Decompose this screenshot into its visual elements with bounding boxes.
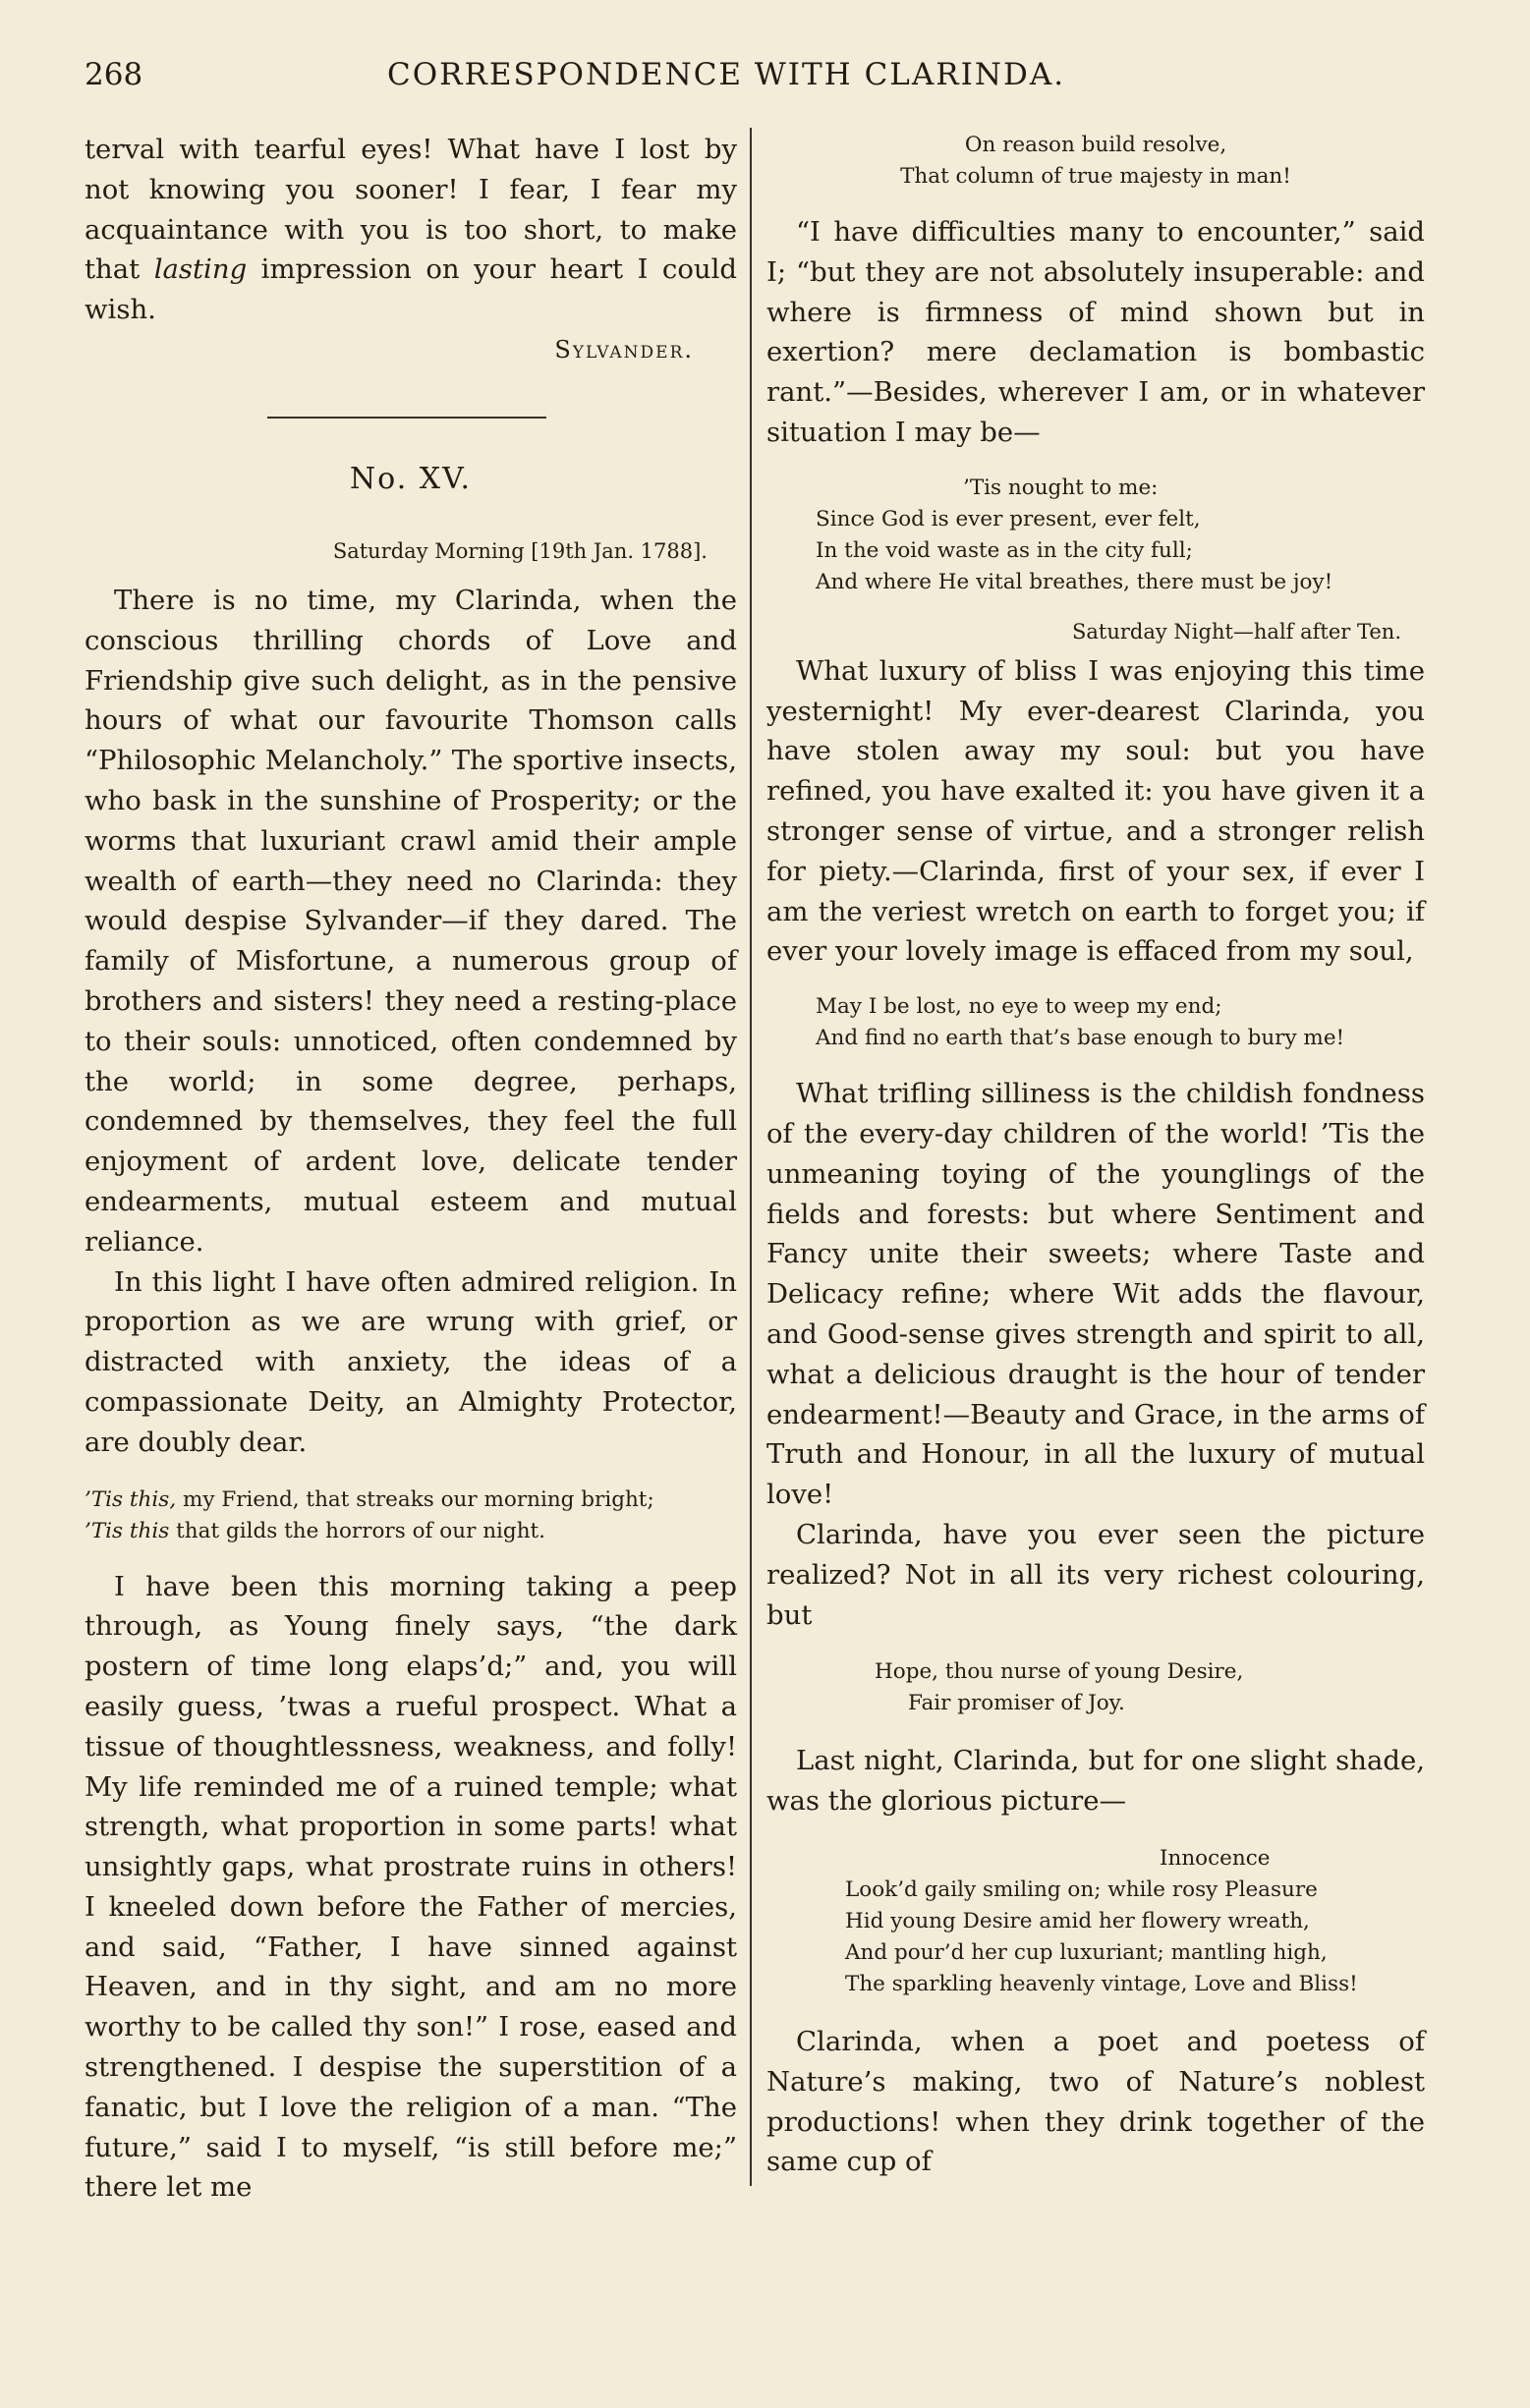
verse-line: Hid young Desire amid her flowery wreath,: [845, 1908, 1310, 1933]
paragraph: What luxury of bliss I was enjoying this time yesternight! My ever-dearest Clarinda, you have stolen away my soul: but you have refined, you have exalted it: you have given it a stronger sense of virtue, and a stronger relish for piety.—Clarinda, first of your sex, if ever I am the veriest wretch on earth to forget you; if ever your lovely image is effaced from my soul,: [766, 654, 1425, 968]
verse-quote: [85, 1484, 737, 1547]
column-divider: [750, 128, 752, 2186]
verse-line: [85, 1484, 737, 1516]
page-header: [85, 57, 1445, 106]
paragraph-text: impression on your heart I could wish.: [85, 253, 738, 326]
emphasis-text: ’Tis this,: [85, 1486, 177, 1512]
signature: Sylvander.: [554, 335, 694, 364]
paragraph: I have been this morning taking a peep through, as Young finely says, “the dark postern of time long elaps’d;” and, you will easily guess, ’twas a rueful prospect. What a tissue of thoughtlessness, weakness, and folly! My life reminded me of a ruined temple; what strength, what proportion in some parts! what unsightly gaps, what prostrate ruins in others! I kneeled down before the Father of mercies, and said, “Father, I have sinned against Heaven, and in thy sight, and am no more worthy to be called thy son!” I rose, eased and strengthened. I despise the superstition of a fanatic, but I love the religion of a man. “The future,” said I to myself, “is still before me;” there let me: [85, 1570, 737, 2204]
page-number: 268: [85, 57, 143, 92]
verse-line: Look’d gaily smiling on; while rosy Pleasure: [845, 1876, 1318, 1902]
letter-heading: No. XV.: [349, 461, 473, 496]
verse-quote: [816, 991, 1425, 1054]
left-column: [85, 130, 737, 2208]
verse-line: Innocence: [1160, 1845, 1271, 1871]
verse-line: And where He vital breathes, there must be joy!: [816, 569, 1333, 594]
verse-line: Since God is ever present, ever felt,: [816, 506, 1201, 532]
paragraph: Clarinda, when a poet and poetess of Nature’s making, two of Nature’s noblest productions! when they drink together of the same cup of: [766, 2025, 1425, 2178]
verse-quote: [816, 473, 1425, 598]
right-column: [766, 130, 1425, 2182]
verse-line: [85, 1516, 737, 1547]
verse-line: ’Tis nought to me:: [963, 475, 1159, 500]
paragraph: Clarinda, have you ever seen the picture realized? Not in all its very richest colouring, but: [766, 1518, 1425, 1631]
verse-line: And pour’d her cup luxuriant; mantling high,: [845, 1939, 1328, 1965]
verse-line: In the void waste as in the city full;: [816, 537, 1193, 563]
emphasis-text: ’Tis this: [85, 1518, 170, 1543]
verse-line: May I be lost, no eye to weep my end;: [816, 994, 1222, 1020]
paragraph: “I have difficulties many to encounter,” said I; “but they are not absolutely insuperable: and where is firmness of mind shown but in exertion? mere declamation is bombastic rant.”—Besides, wherever I am, or in whatever situation I may be—: [766, 216, 1425, 448]
verse-line: Fair promiser of Joy.: [908, 1691, 1125, 1716]
verse-line: On reason build resolve,: [964, 133, 1227, 157]
paragraph: Last night, Clarinda, but for one slight shade, was the glorious picture—: [766, 1745, 1425, 1818]
verse-quote: [766, 130, 1425, 193]
letter-date: Saturday Night—half after Ten.: [1072, 619, 1401, 644]
verse-text: my Friend, that streaks our morning bright;: [176, 1486, 654, 1512]
verse-quote: [845, 1843, 1425, 2000]
verse-line: And find no earth that’s base enough to bury me!: [816, 1026, 1345, 1051]
paragraph: In this light I have often admired religion. In proportion as we are wrung with grief, or distracted with anxiety, the ideas of a compassionate Deity, an Almighty Protector, are doubly dear.: [85, 1265, 737, 1458]
running-title: CORRESPONDENCE WITH CLARINDA.: [387, 57, 1066, 92]
letter-date: Saturday Morning [19th Jan. 1788].: [332, 538, 708, 563]
verse-line: Hope, thou nurse of young Desire,: [875, 1659, 1244, 1685]
paragraph-continued: [85, 130, 737, 330]
verse-line: That column of true majesty in man!: [900, 164, 1291, 189]
section-rule: [267, 417, 546, 419]
emphasis-text: lasting: [153, 253, 248, 286]
verse-quote: [875, 1656, 1425, 1719]
verse-line: The sparkling heavenly vintage, Love and Bliss!: [845, 1971, 1358, 1996]
paragraph: There is no time, my Clarinda, when the conscious thrilling chords of Love and Friendship give such delight, as in the pensive hours of what our favourite Thomson calls “Philosophic Melancholy.” The sportive insects, who bask in the sunshine of Prosperity; or the worms that luxuriant crawl amid their ample wealth of earth—they need no Clarinda: they would despise Sylvander—if they dared. The family of Misfortune, a numerous group of brothers and sisters! they need a resting-place to their souls: unnoticed, often condemned by the world; in some degree, perhaps, condemned by themselves, they feel the full enjoyment of ardent love, delicate tender endearments, mutual esteem and mutual reliance.: [85, 584, 737, 1258]
paragraph-text: terval with tearful eyes! What have I lost by not knowing you sooner! I fear, I fear my acquaintance with you is too short, to make that: [85, 134, 737, 286]
paragraph: What trifling silliness is the childish fondness of the every-day children of the world! ’Tis the unmeaning toying of the younglings of the fields and forests: but where Sentiment and Fancy unite their sweets; where Taste and Delicacy refine; where Wit adds the flavour, and Good-sense gives strength and spirit to all, what a delicious draught is the hour of tender endearment!—Beauty and Grace, in the arms of Truth and Honour, in all the luxury of mutual love!: [766, 1078, 1425, 1511]
verse-text: that gilds the horrors of our night.: [169, 1518, 546, 1543]
